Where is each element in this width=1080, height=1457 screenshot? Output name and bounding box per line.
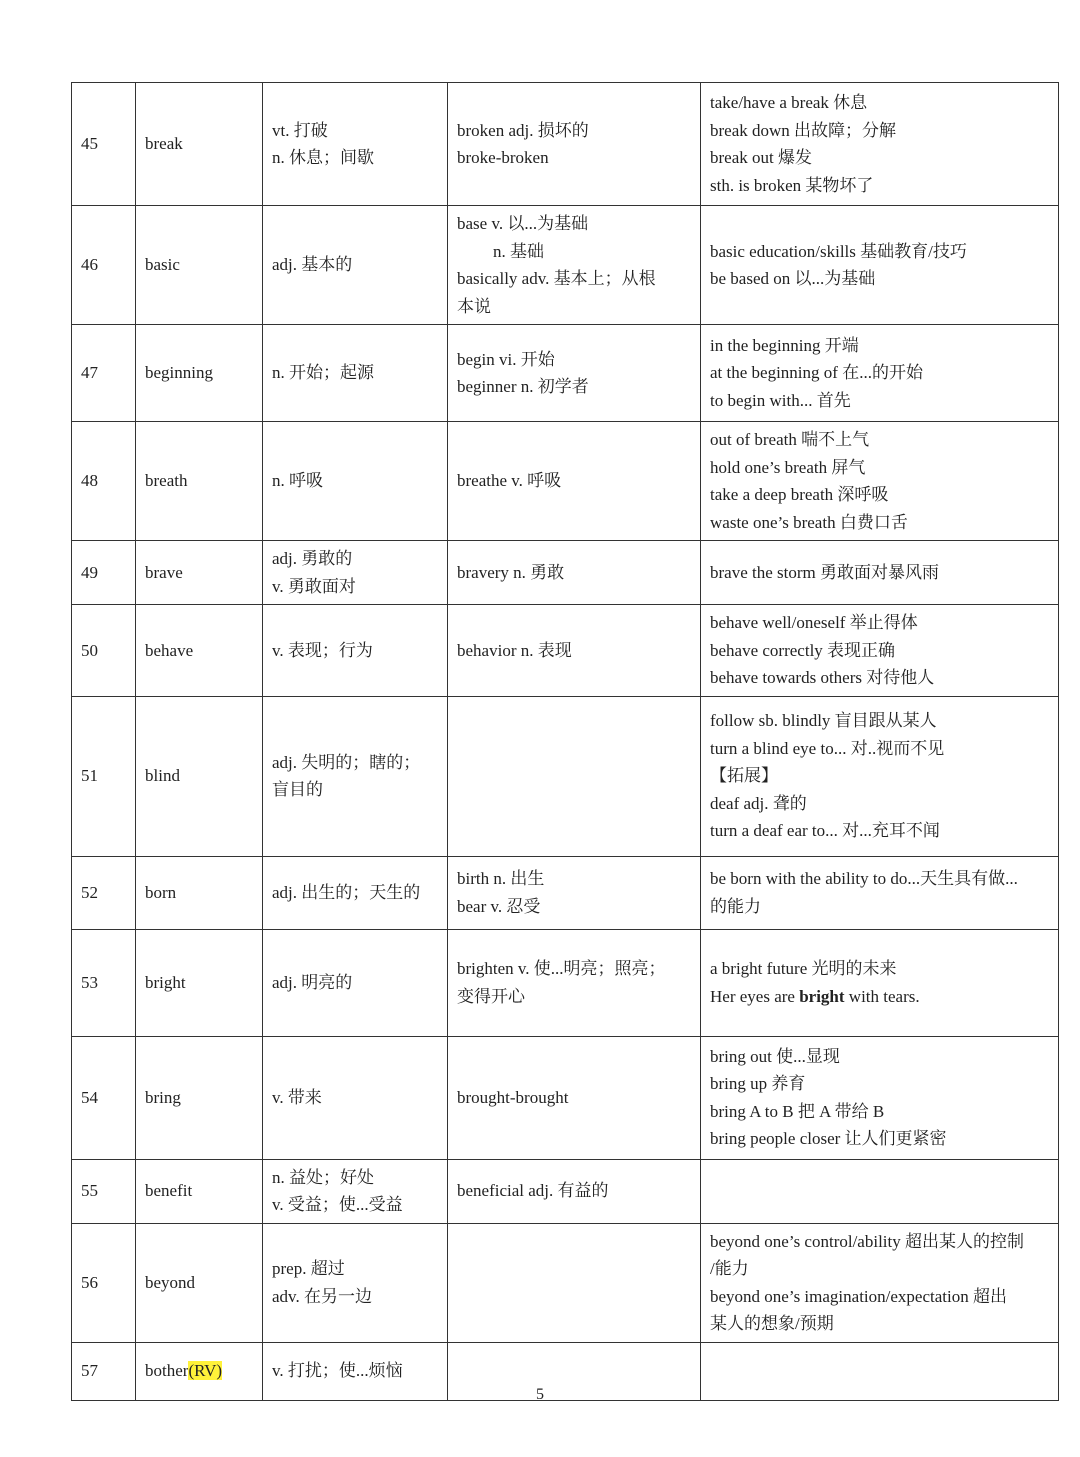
- meaning-cell: [263, 422, 448, 541]
- phrase-line: a bright future 光明的未来: [710, 959, 897, 978]
- phrase-line: deaf adj. 聋的: [710, 793, 807, 813]
- headword: breath: [136, 422, 263, 541]
- phrase-line: /能力: [710, 1259, 749, 1278]
- word-form-line: basically adv. 基本上；从根: [457, 269, 656, 288]
- word-form-line: beginner n. 初学者: [457, 377, 589, 396]
- meaning-line: adj. 勇敢的: [272, 549, 353, 568]
- meaning-line: prep. 超过: [272, 1259, 345, 1278]
- word-form-line: behavior n. 表现: [457, 640, 572, 660]
- entry-number: 55: [72, 1159, 136, 1223]
- meaning-line: n. 休息；间歇: [272, 148, 374, 167]
- headword: bring: [136, 1036, 263, 1159]
- meaning-line: vt. 打破: [272, 120, 328, 140]
- phrase-line: break out 爆发: [710, 148, 812, 167]
- phrase-line: waste one’s breath 白费口舌: [710, 512, 908, 532]
- word-forms-cell: [448, 206, 701, 325]
- meaning-line: v. 打扰；使...烦恼: [272, 1361, 403, 1381]
- example-sentence: [710, 983, 1049, 1011]
- example-before: Her eyes are: [710, 986, 800, 1006]
- meaning-line: adj. 失明的；瞎的；: [272, 752, 421, 772]
- word-form-line: breathe v. 呼吸: [457, 471, 562, 491]
- phrase-line: at the beginning of 在...的开始: [710, 363, 923, 383]
- table-row: [72, 422, 1059, 541]
- entry-number: 46: [72, 206, 136, 325]
- word-form-line: n. 基础: [493, 241, 544, 261]
- headword: brave: [136, 541, 263, 605]
- phrases-cell: [701, 541, 1059, 605]
- meaning-cell: [263, 696, 448, 856]
- meaning-cell: [263, 605, 448, 697]
- word-form-line: birth n. 出生: [457, 869, 545, 888]
- phrase-line: bring people closer 让人们更紧密: [710, 1129, 947, 1148]
- word-forms-cell: [448, 1159, 701, 1223]
- headword: behave: [136, 605, 263, 697]
- word-forms-cell: [448, 541, 701, 605]
- word-forms-cell: [448, 83, 701, 206]
- table-row: [72, 856, 1059, 929]
- headword: born: [136, 856, 263, 929]
- meaning-cell: [263, 1036, 448, 1159]
- meaning-line: adj. 出生的；天生的: [272, 882, 421, 902]
- table-row: [72, 696, 1059, 856]
- entry-number: 57: [72, 1342, 136, 1400]
- table-row: [72, 1036, 1059, 1159]
- word-forms-cell: [448, 422, 701, 541]
- rv-highlight-tag: (RV): [188, 1361, 223, 1381]
- phrase-line: sth. is broken 某物坏了: [710, 175, 874, 195]
- meaning-line: v. 表现；行为: [272, 640, 373, 660]
- meaning-cell: [263, 856, 448, 929]
- meaning-cell: [263, 1159, 448, 1223]
- phrase-line: behave well/oneself 举止得体: [710, 613, 918, 632]
- phrase-line: take/have a break 休息: [710, 93, 868, 112]
- headword: bright: [136, 929, 263, 1036]
- table-row: [72, 541, 1059, 605]
- table-row: [72, 1159, 1059, 1223]
- word-forms-cell: [448, 1223, 701, 1342]
- entry-number: 56: [72, 1223, 136, 1342]
- meaning-line: n. 开始；起源: [272, 363, 374, 383]
- phrase-line: beyond one’s imagination/expectation 超出: [710, 1286, 1007, 1306]
- word-form-line: base v. 以...为基础: [457, 214, 589, 233]
- word-form-line: broken adj. 损坏的: [457, 120, 589, 140]
- phrase-line: beyond one’s control/ability 超出某人的控制: [710, 1231, 1024, 1251]
- headword: bother: [145, 1361, 189, 1381]
- word-form-line: beneficial adj. 有益的: [457, 1181, 609, 1201]
- word-forms-cell: [448, 605, 701, 697]
- entry-number: 54: [72, 1036, 136, 1159]
- table-row: [72, 206, 1059, 325]
- meaning-cell: [263, 83, 448, 206]
- example-emphasis: bright: [799, 986, 845, 1006]
- word-form-line: brought-brought: [457, 1087, 569, 1107]
- word-forms-cell: [448, 929, 701, 1036]
- meaning-line: 盲目的: [272, 780, 323, 799]
- meaning-cell: [263, 206, 448, 325]
- phrase-line: 的能力: [710, 896, 761, 916]
- entry-number: 48: [72, 422, 136, 541]
- word-form-line: 变得开心: [457, 986, 525, 1006]
- word-forms-cell: [448, 696, 701, 856]
- example-after: with tears.: [844, 986, 920, 1006]
- table-row: [72, 605, 1059, 697]
- table-row: [72, 325, 1059, 422]
- headword: break: [136, 83, 263, 206]
- phrase-line: to begin with... 首先: [710, 390, 851, 410]
- word-form-line: bravery n. 勇敢: [457, 562, 565, 582]
- phrases-cell: [701, 696, 1059, 856]
- phrase-line: turn a blind eye to... 对..视而不见: [710, 738, 945, 758]
- meaning-line: n. 呼吸: [272, 471, 323, 491]
- entry-number: 49: [72, 541, 136, 605]
- phrase-line: follow sb. blindly 盲目跟从某人: [710, 711, 937, 731]
- entry-number: 47: [72, 325, 136, 422]
- meaning-line: adj. 基本的: [272, 255, 353, 275]
- phrases-cell: [701, 1223, 1059, 1342]
- vocabulary-table: [71, 82, 1059, 1401]
- phrases-cell: [701, 83, 1059, 206]
- phrase-line: basic education/skills 基础教育/技巧: [710, 241, 967, 261]
- phrase-line: hold one’s breath 屏气: [710, 457, 866, 477]
- phrase-line: be based on 以...为基础: [710, 269, 876, 288]
- word-forms-cell: [448, 325, 701, 422]
- phrases-cell: [701, 929, 1059, 1036]
- phrase-line: be born with the ability to do...天生具有做...: [710, 869, 1018, 888]
- meaning-line: n. 益处；好处: [272, 1167, 374, 1187]
- phrases-cell: [701, 1159, 1059, 1223]
- meaning-cell: [263, 325, 448, 422]
- table-row: [72, 83, 1059, 206]
- table-row: [72, 1223, 1059, 1342]
- word-form-line: broke-broken: [457, 148, 549, 167]
- headword: benefit: [136, 1159, 263, 1223]
- phrases-cell: [701, 605, 1059, 697]
- phrases-cell: [701, 206, 1059, 325]
- meaning-line: v. 受益；使...受益: [272, 1195, 403, 1214]
- headword: basic: [136, 206, 263, 325]
- meaning-line: v. 带来: [272, 1087, 322, 1107]
- entry-number: 50: [72, 605, 136, 697]
- page-number: 5: [536, 1386, 544, 1403]
- entry-number: 52: [72, 856, 136, 929]
- meaning-line: adv. 在另一边: [272, 1286, 372, 1306]
- table-row: [72, 929, 1059, 1036]
- word-form-line: begin vi. 开始: [457, 349, 555, 369]
- headword: beginning: [136, 325, 263, 422]
- meaning-line: adj. 明亮的: [272, 972, 353, 992]
- phrase-line: take a deep breath 深呼吸: [710, 485, 889, 504]
- phrases-cell: [701, 1036, 1059, 1159]
- phrase-line: brave the storm 勇敢面对暴风雨: [710, 562, 939, 582]
- phrase-line: break down 出故障；分解: [710, 120, 897, 140]
- meaning-cell: [263, 541, 448, 605]
- meaning-cell: [263, 929, 448, 1036]
- phrase-line: bring out 使...显现: [710, 1046, 840, 1066]
- headword: blind: [136, 696, 263, 856]
- entry-number: 53: [72, 929, 136, 1036]
- phrase-line: bring A to B 把 A 带给 B: [710, 1101, 885, 1121]
- phrase-line: 【拓展】: [710, 766, 778, 786]
- phrases-cell: [701, 325, 1059, 422]
- entry-number: 45: [72, 83, 136, 206]
- word-forms-cell: [448, 856, 701, 929]
- word-form-line: 本说: [457, 296, 491, 316]
- phrase-line: bring up 养育: [710, 1074, 806, 1093]
- phrase-line: turn a deaf ear to... 对...充耳不闻: [710, 821, 940, 841]
- phrase-line: behave correctly 表现正确: [710, 640, 896, 660]
- word-form-line: bear v. 忍受: [457, 896, 541, 916]
- meaning-cell: [263, 1223, 448, 1342]
- phrase-line: 某人的想象/预期: [710, 1314, 834, 1333]
- phrase-line: in the beginning 开端: [710, 335, 859, 355]
- word-forms-cell: [448, 1036, 701, 1159]
- entry-number: 51: [72, 696, 136, 856]
- phrase-line: behave towards others 对待他人: [710, 668, 935, 687]
- phrases-cell: [701, 856, 1059, 929]
- meaning-line: v. 勇敢面对: [272, 576, 356, 596]
- word-form-line: brighten v. 使...明亮；照亮；: [457, 959, 666, 978]
- headword: beyond: [136, 1223, 263, 1342]
- phrases-cell: [701, 422, 1059, 541]
- phrase-line: out of breath 喘不上气: [710, 430, 870, 449]
